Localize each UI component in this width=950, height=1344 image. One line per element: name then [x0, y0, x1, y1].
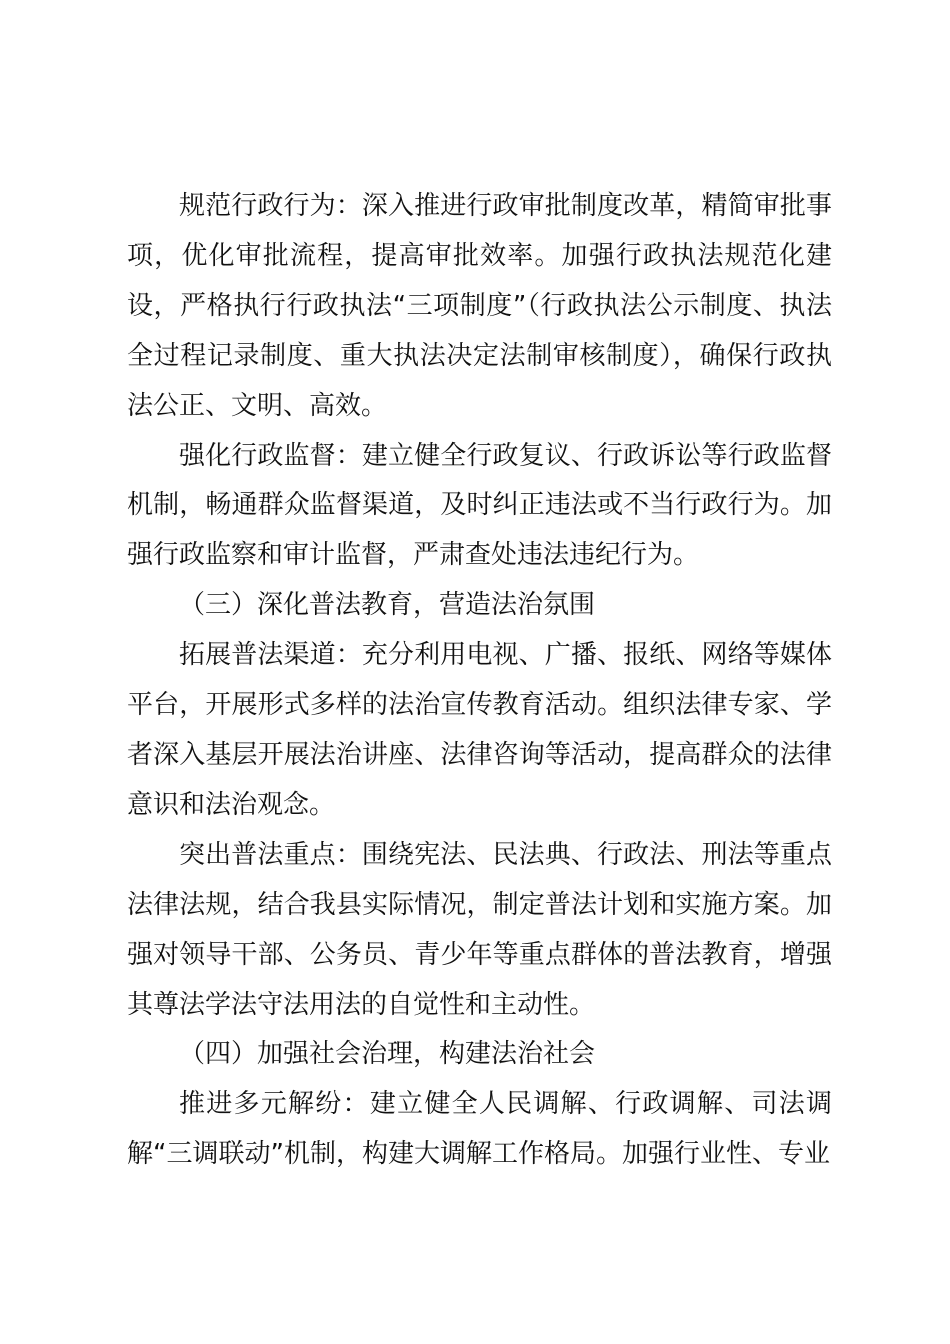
paragraph-expand-legal-education-channels: 拓展普法渠道：充分利用电视、广播、报纸、网络等媒体平台，开展形式多样的法治宣传教育活动。组织法律专家、学者深入基层开展法治讲座、法律咨询等活动，提高群众的法律意识和法治观念。 — [127, 640, 832, 820]
paragraph-strengthen-administrative-supervision: 强化行政监督：建立健全行政复议、行政诉讼等行政监督机制，畅通群众监督渠道，及时纠正违法或不当行政行为。加强行政监察和审计监督，严肃查处违法违纪行为。 — [127, 440, 832, 571]
paragraph-regulate-administrative-conduct: 规范行政行为：深入推进行政审批制度改革，精简审批事项，优化审批流程，提高审批效率。加强行政执法规范化建设，严格执行行政执法“三项制度”（行政执法公示制度、执法全过程记录制度、重大执法决定法制审核制度），确保行政执法公正、文明、高效。 — [127, 191, 832, 421]
document-body — [127, 182, 832, 1180]
section-heading-4: （四）加强社会治理，构建法治社会 — [179, 1039, 596, 1070]
paragraph-promote-dispute-resolution: 推进多元解纷：建立健全人民调解、行政调解、司法调解“三调联动”机制，构建大调解工作格局。加强行业性、专业 — [127, 1089, 832, 1170]
paragraph-highlight-legal-education-focus: 突出普法重点：围绕宪法、民法典、行政法、刑法等重点法律法规，结合我县实际情况，制定普法计划和实施方案。加强对领导干部、公务员、青少年等重点群体的普法教育，增强其尊法学法守法用法的自觉性和主动性。 — [127, 839, 832, 1020]
section-heading-3: （三）深化普法教育，营造法治氛围 — [179, 590, 596, 621]
